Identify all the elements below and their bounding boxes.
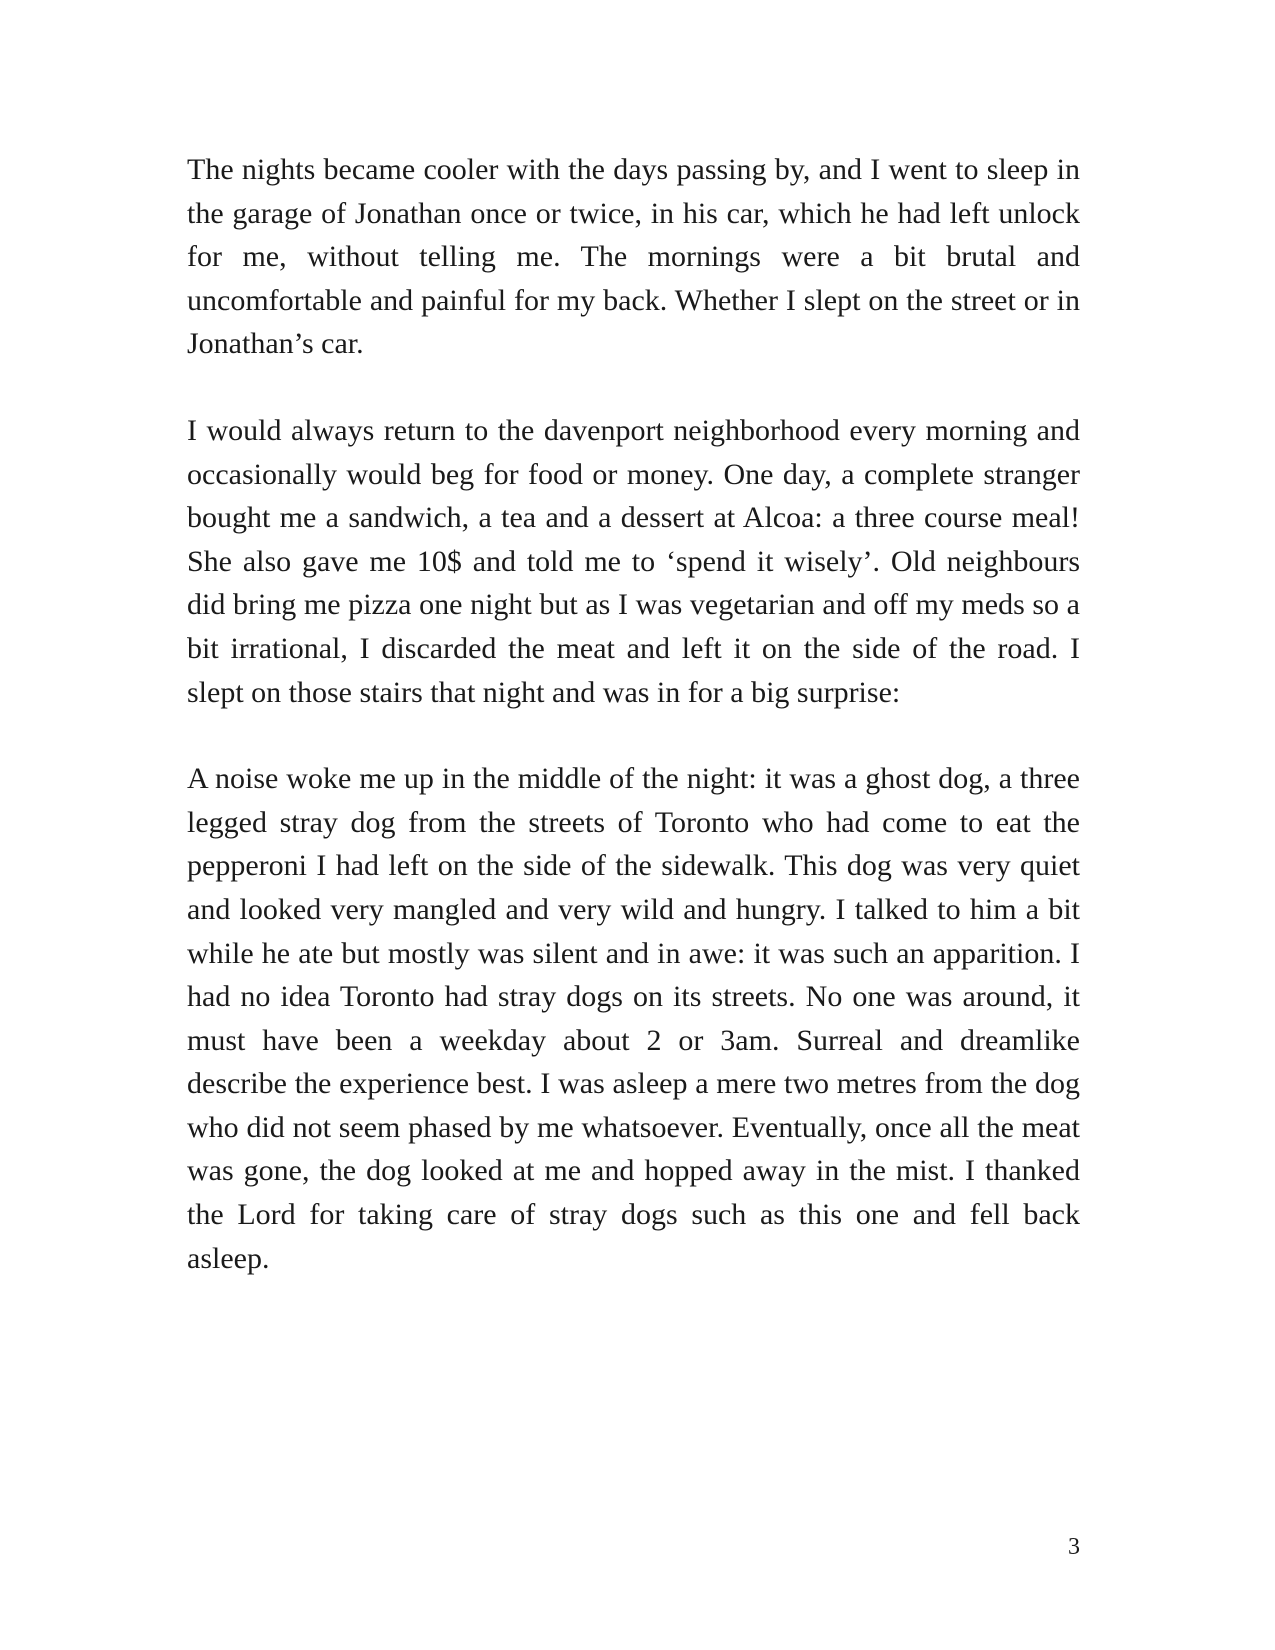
paragraph-3: A noise woke me up in the middle of the night: it was a ghost dog, a three legged stray dog from the streets of Toronto who had come to eat the pepperoni I had left on the side of the sidewalk. This dog was very quiet and looked very mangled and very wild and hungry. I talked to him a bit while he ate but mostly was silent and in awe: it was such an apparition. I had no idea Toronto had stray dogs on its streets. No one was around, it must have been a weekday about 2 or 3am. Surreal and dreamlike describe the experience best. I was asleep a mere two metres from the dog who did not seem phased by me whatsoever. Eventually, once all the meat was gone, the dog looked at me and hopped away in the mist. I thanked the Lord for taking care of stray dogs such as this one and fell back asleep. [187,762,1080,1275]
page-number: 3 [1068,1534,1080,1560]
paragraph-1: The nights became cooler with the days passing by, and I went to sleep in the garage of Jonathan once or twice, in his car, which he had left unlock for me, without telling me. The mornings were a bit brutal and uncomfortable and painful for my back. Whether I slept on the street or in Jonathan’s car. [187,153,1080,361]
body-text [187,148,1080,1280]
paragraph-2: I would always return to the davenport neighborhood every morning and occasionally would beg for food or money. One day, a complete stranger bought me a sandwich, a tea and a dessert at Alcoa: a three course meal! She also gave me 10$ and told me to ‘spend it wisely’. Old neighbours did bring me pizza one night but as I was vegetarian and off my meds so a bit irrational, I discarded the meat and left it on the side of the road. I slept on those stairs that night and was in for a big surprise: [187,413,1080,709]
